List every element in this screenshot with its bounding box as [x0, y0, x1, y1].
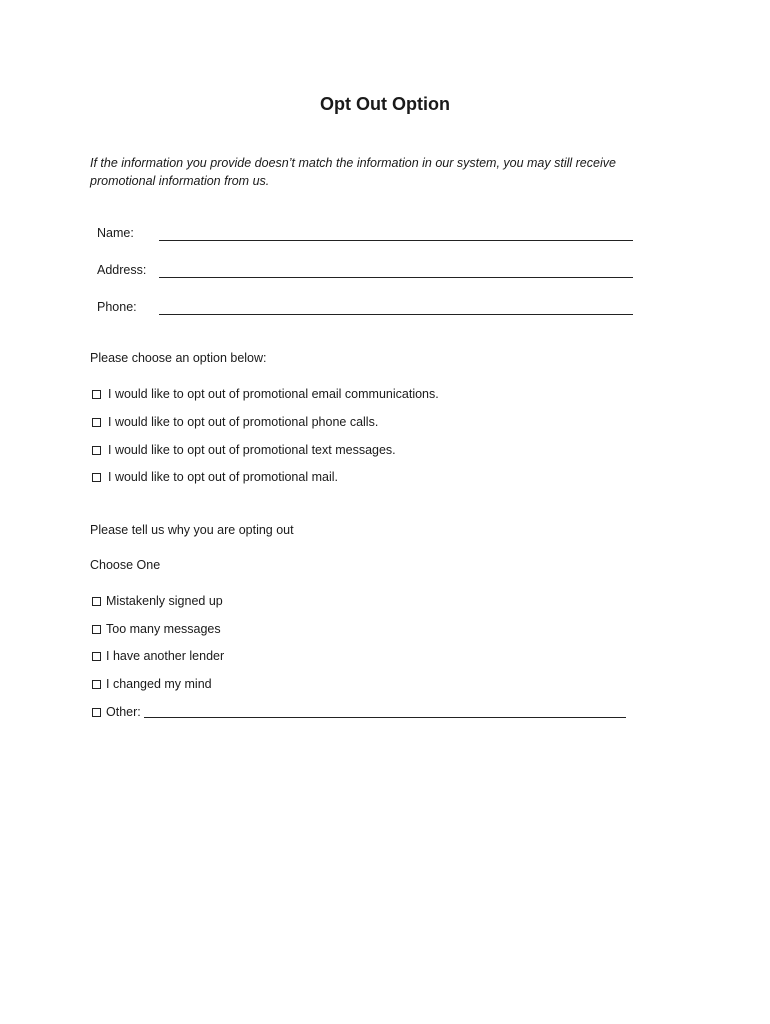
options-prompt: Please choose an option below:: [90, 351, 267, 365]
intro-text: If the information you provide doesn’t match the information in our system, you may still receive promotional information from us.: [90, 156, 616, 188]
other-field[interactable]: [144, 717, 626, 718]
phone-field-row: [97, 300, 637, 320]
address-label: Address:: [97, 263, 147, 277]
checkbox-icon[interactable]: [92, 652, 101, 661]
option-text[interactable]: [92, 443, 396, 457]
reason-label: I have another lender: [106, 649, 225, 663]
reason-other[interactable]: [92, 705, 626, 719]
name-field[interactable]: [159, 240, 633, 241]
reason-other-lender[interactable]: [92, 649, 224, 663]
option-label: I would like to opt out of promotional mail.: [108, 470, 338, 484]
option-label: I would like to opt out of promotional text messages.: [108, 443, 396, 457]
reason-label: I changed my mind: [106, 677, 212, 691]
reason-changed-mind[interactable]: [92, 677, 212, 691]
checkbox-icon[interactable]: [92, 390, 101, 399]
phone-field[interactable]: [159, 314, 633, 315]
option-mail[interactable]: [92, 470, 338, 484]
checkbox-icon[interactable]: [92, 680, 101, 689]
phone-label: Phone:: [97, 300, 137, 314]
address-field-row: [97, 263, 637, 283]
checkbox-icon[interactable]: [92, 446, 101, 455]
checkbox-icon[interactable]: [92, 625, 101, 634]
option-label: I would like to opt out of promotional phone calls.: [108, 415, 379, 429]
reason-too-many[interactable]: [92, 622, 221, 636]
checkbox-icon[interactable]: [92, 473, 101, 482]
option-label: I would like to opt out of promotional email communications.: [108, 387, 439, 401]
reason-label: Too many messages: [106, 622, 221, 636]
reason-prompt: Please tell us why you are opting out: [90, 523, 294, 537]
name-field-row: [97, 226, 637, 246]
other-label: Other:: [106, 705, 141, 719]
option-phone[interactable]: [92, 415, 378, 429]
reason-label: Mistakenly signed up: [106, 594, 223, 608]
choose-one-label: Choose One: [90, 558, 161, 572]
reason-mistaken[interactable]: [92, 594, 223, 608]
name-label: Name:: [97, 226, 134, 240]
option-email[interactable]: [92, 387, 439, 401]
checkbox-icon[interactable]: [92, 418, 101, 427]
checkbox-icon[interactable]: [92, 708, 101, 717]
address-field[interactable]: [159, 277, 633, 278]
page-title: Opt Out Option: [320, 94, 450, 114]
checkbox-icon[interactable]: [92, 597, 101, 606]
